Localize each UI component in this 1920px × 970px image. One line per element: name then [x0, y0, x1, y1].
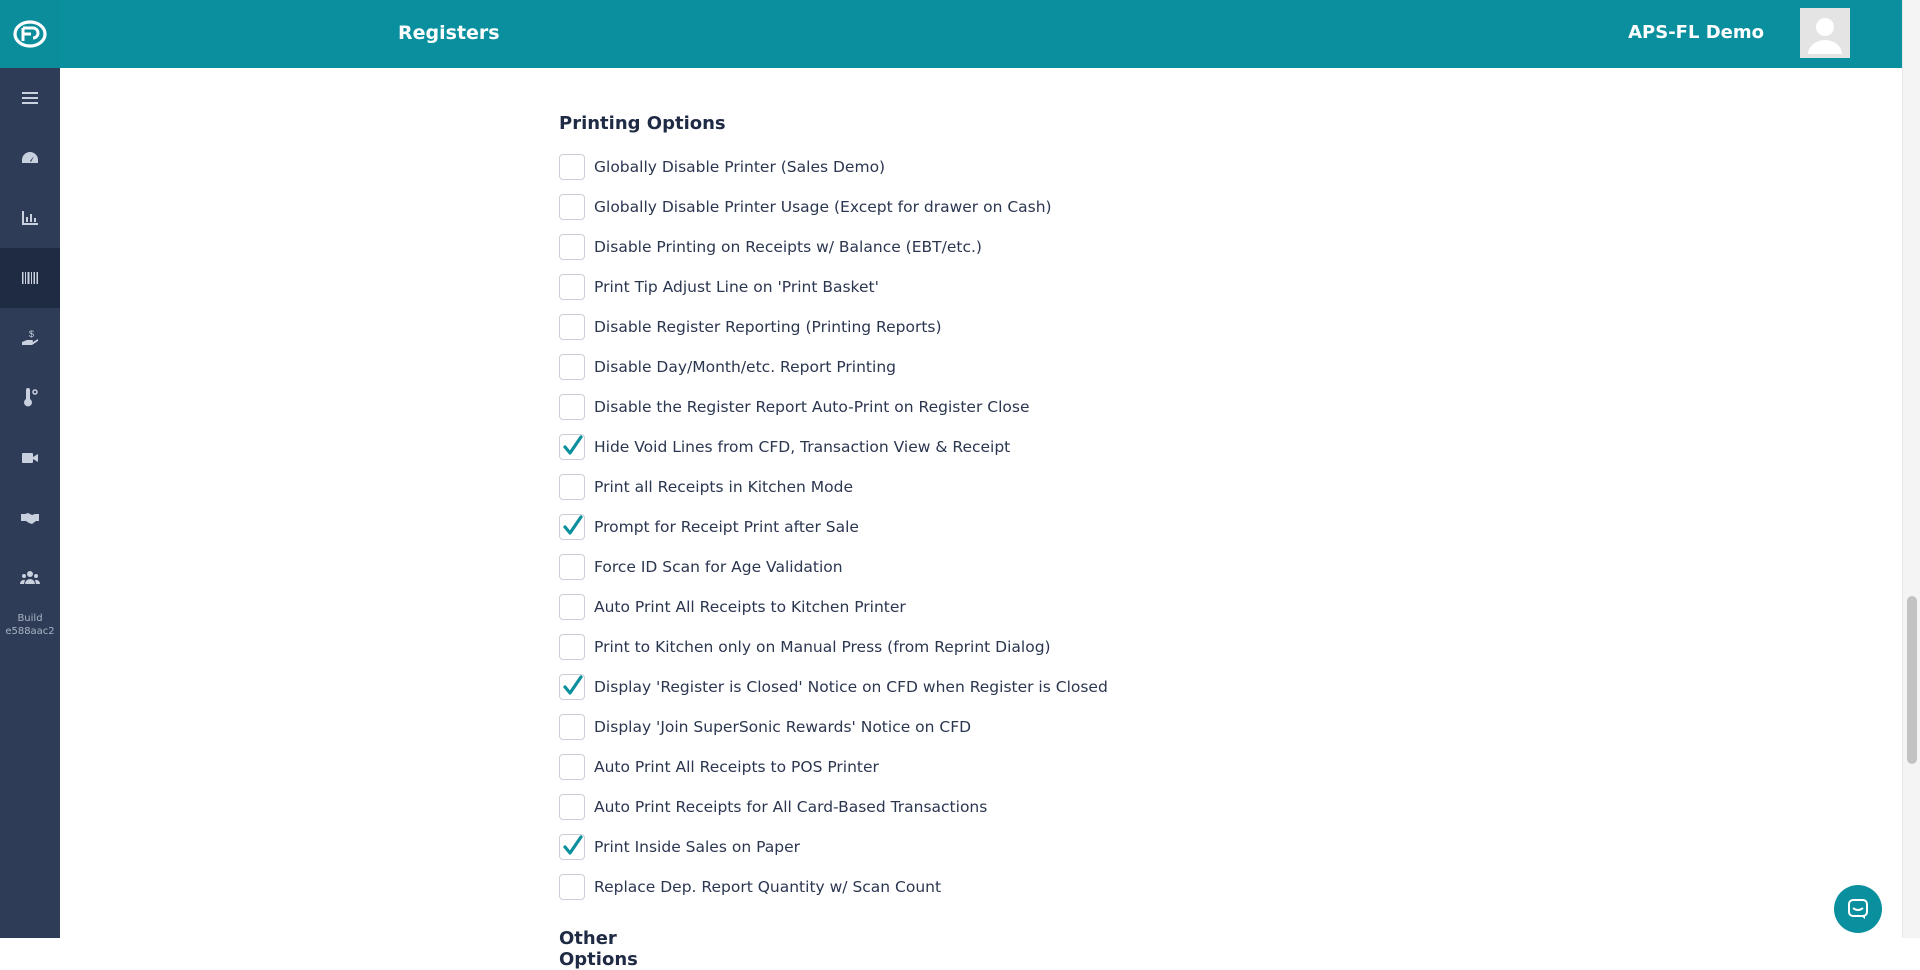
sidebar-item-dashboard[interactable]	[0, 128, 60, 188]
option-checkbox[interactable]	[559, 394, 585, 420]
option-row[interactable]	[559, 707, 1108, 747]
sidebar	[0, 0, 60, 938]
user-avatar-icon	[1800, 8, 1850, 58]
option-label: Globally Disable Printer (Sales Demo)	[594, 158, 886, 176]
printing-options-list	[559, 147, 1108, 907]
menu-icon	[20, 88, 40, 108]
build-id: e588aac2	[5, 626, 55, 637]
reports-icon	[20, 208, 40, 228]
option-label: Display 'Register is Closed' Notice on CFD when Register is Closed	[594, 678, 1108, 696]
option-row[interactable]	[559, 267, 1108, 307]
next-section-title-partial: Other Options	[559, 928, 638, 970]
option-checkbox[interactable]	[559, 474, 585, 500]
option-checkbox[interactable]	[559, 314, 585, 340]
account-name[interactable]: APS-FL Demo	[1628, 22, 1764, 43]
option-checkbox[interactable]	[559, 154, 585, 180]
checkmark-icon	[562, 835, 584, 857]
option-row[interactable]	[559, 867, 1108, 907]
option-row[interactable]	[559, 547, 1108, 587]
option-checkbox[interactable]	[559, 874, 585, 900]
sidebar-item-cash-hand[interactable]	[0, 308, 60, 368]
option-row[interactable]	[559, 507, 1108, 547]
option-row[interactable]	[559, 787, 1108, 827]
option-row[interactable]	[559, 307, 1108, 347]
scrollbar-thumb[interactable]	[1907, 596, 1917, 764]
option-row[interactable]	[559, 667, 1108, 707]
option-row[interactable]	[559, 387, 1108, 427]
option-row[interactable]	[559, 227, 1108, 267]
option-row[interactable]	[559, 427, 1108, 467]
option-checkbox[interactable]	[559, 594, 585, 620]
sidebar-item-camera[interactable]	[0, 428, 60, 488]
option-checkbox[interactable]	[559, 194, 585, 220]
cash-hand-icon	[20, 328, 40, 348]
chat-button[interactable]	[1834, 885, 1882, 933]
temperature-icon	[20, 388, 40, 408]
sidebar-item-temperature[interactable]	[0, 368, 60, 428]
sidebar-item-reports[interactable]	[0, 188, 60, 248]
checkmark-icon	[562, 675, 584, 697]
option-label: Hide Void Lines from CFD, Transaction View & Receipt	[594, 438, 1011, 456]
option-label: Globally Disable Printer Usage (Except for drawer on Cash)	[594, 198, 1052, 216]
page-scrollbar[interactable]	[1902, 0, 1920, 938]
option-row[interactable]	[559, 587, 1108, 627]
option-checkbox[interactable]	[559, 354, 585, 380]
top-header	[60, 0, 1902, 68]
handshake-icon	[20, 508, 40, 528]
option-checkbox[interactable]	[559, 714, 585, 740]
option-label: Display 'Join SuperSonic Rewards' Notice on CFD	[594, 718, 972, 736]
option-row[interactable]	[559, 747, 1108, 787]
option-row[interactable]	[559, 187, 1108, 227]
users-icon	[20, 568, 40, 588]
option-label: Auto Print All Receipts to POS Printer	[594, 758, 879, 776]
avatar[interactable]	[1800, 8, 1850, 58]
option-checkbox[interactable]	[559, 634, 585, 660]
sidebar-item-handshake[interactable]	[0, 488, 60, 548]
build-label: Build	[17, 613, 43, 624]
section-title: Printing Options	[559, 113, 726, 134]
option-checkbox[interactable]	[559, 554, 585, 580]
app-logo[interactable]	[0, 0, 60, 68]
option-label: Prompt for Receipt Print after Sale	[594, 518, 859, 536]
option-label: Disable Day/Month/etc. Report Printing	[594, 358, 896, 376]
option-label: Replace Dep. Report Quantity w/ Scan Count	[594, 878, 942, 896]
sidebar-item-registers[interactable]	[0, 248, 60, 308]
build-info	[0, 612, 60, 638]
checkmark-icon	[562, 515, 584, 537]
option-label: Force ID Scan for Age Validation	[594, 558, 843, 576]
svg-text:$: $	[29, 329, 35, 339]
camera-icon	[20, 448, 40, 468]
logo-icon	[11, 18, 49, 50]
option-label: Disable Printing on Receipts w/ Balance (EBT/etc.)	[594, 238, 982, 256]
chat-icon	[1846, 897, 1870, 921]
option-label: Auto Print All Receipts to Kitchen Printer	[594, 598, 906, 616]
option-row[interactable]	[559, 347, 1108, 387]
option-label: Print to Kitchen only on Manual Press (from Reprint Dialog)	[594, 638, 1051, 656]
option-checkbox[interactable]	[559, 514, 585, 540]
option-label: Print Inside Sales on Paper	[594, 838, 800, 856]
option-row[interactable]	[559, 627, 1108, 667]
page-title: Registers	[398, 22, 500, 44]
option-row[interactable]	[559, 827, 1108, 867]
option-checkbox[interactable]	[559, 834, 585, 860]
checkmark-icon	[562, 435, 584, 457]
option-checkbox[interactable]	[559, 794, 585, 820]
option-checkbox[interactable]	[559, 234, 585, 260]
option-label: Print Tip Adjust Line on 'Print Basket'	[594, 278, 879, 296]
dashboard-icon	[20, 148, 40, 168]
option-label: Auto Print Receipts for All Card-Based Transactions	[594, 798, 988, 816]
option-label: Print all Receipts in Kitchen Mode	[594, 478, 853, 496]
option-label: Disable the Register Report Auto-Print on Register Close	[594, 398, 1030, 416]
option-row[interactable]	[559, 467, 1108, 507]
option-checkbox[interactable]	[559, 274, 585, 300]
option-checkbox[interactable]	[559, 434, 585, 460]
option-row[interactable]	[559, 147, 1108, 187]
sidebar-item-users[interactable]	[0, 548, 60, 608]
option-checkbox[interactable]	[559, 754, 585, 780]
option-label: Disable Register Reporting (Printing Reports)	[594, 318, 942, 336]
sidebar-item-menu[interactable]	[0, 68, 60, 128]
option-checkbox[interactable]	[559, 674, 585, 700]
registers-icon	[20, 268, 40, 288]
